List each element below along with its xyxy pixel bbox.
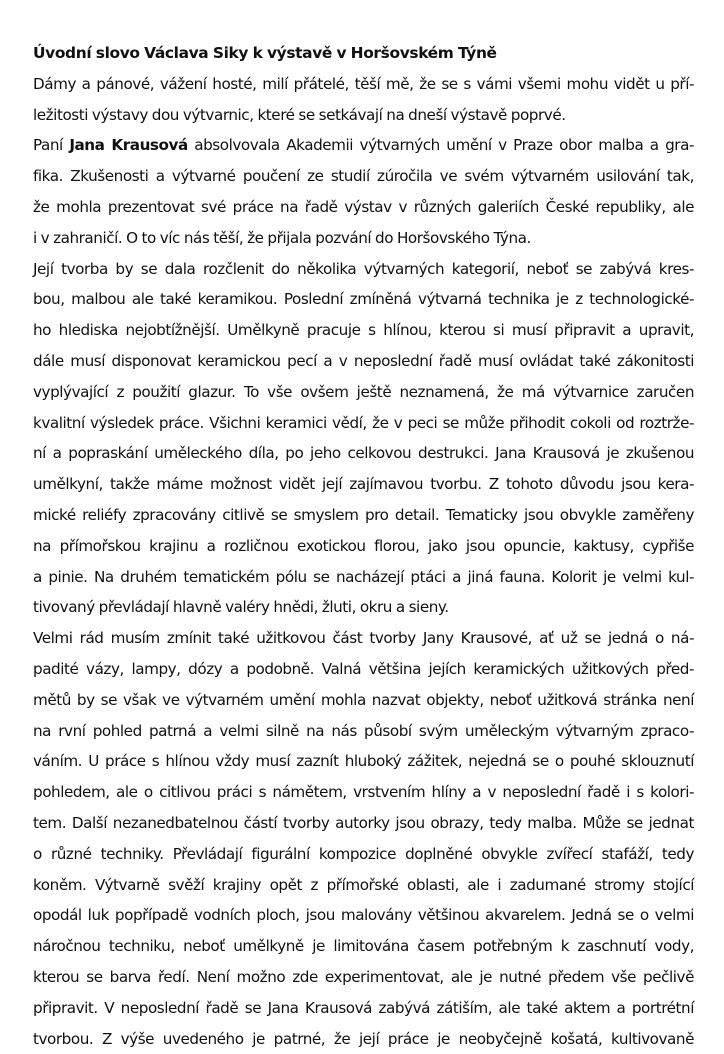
text-line: koněm. Výtvarně svěží krajiny opět z přímořské oblasti, ale i zadumané stromy stojící [33, 870, 694, 901]
artist-name: Jana Krausová [69, 136, 187, 154]
text-segment: absolvovala Akademii výtvarných umění v Praze obor malba a gra- [188, 136, 694, 154]
text-line: kvalitní výsledek práce. Všichni keramici vědí, že v peci se může přihodit cokoli od roztrže- [33, 408, 694, 439]
text-line [33, 130, 694, 161]
text-line: fika. Zkušenosti a výtvarné poučení ze studií zúročila ve svém výtvarném usilování tak, [33, 161, 694, 192]
text-line: že mohla prezentovat své práce na řadě výstav v různých galeriích České republiky, ale [33, 192, 694, 223]
text-line: mětů by se však ve výtvarném umění mohla nazvat objekty, neboť užitková stránka není [33, 685, 694, 716]
text-line: mické reliéfy zpracovány citlivě se smyslem pro detail. Tematicky jsou obvykle zaměřeny [33, 500, 694, 531]
text-line: připravit. V neposlední řadě se Jana Krausová zabývá zátiším, ale také aktem a portrétní [33, 993, 694, 1024]
text-line: Velmi rád musím zmínit také užitkovou část tvorby Jany Krausové, ať už se jedná o ná- [33, 623, 694, 654]
text-line: tvorbou. Z výše uvedeného je patrné, že její práce je neobyčejně košatá, kultivovaně [33, 1024, 694, 1054]
text-line: bou, malbou ale také keramikou. Poslední zmíněná výtvarná technika je z technologické- [33, 284, 694, 315]
document-title: Úvodní slovo Václava Siky k výstavě v Horšovském Týně [33, 38, 694, 69]
text-line: vyplývající z použití glazur. To vše ovšem ještě neznamená, že má výtvarnice zaručen [33, 377, 694, 408]
text-line: na přímořskou krajinu a rozličnou exotickou florou, jako jsou opuncie, kaktusy, cypřiše [33, 531, 694, 562]
text-line: váním. U práce s hlínou vždy musí zaznít hluboký zážitek, nejedná se o pouhé sklouznutí [33, 746, 694, 777]
text-line: i v zahraničí. O to víc nás těší, že přijala pozvání do Horšovského Týna. [33, 223, 694, 254]
text-line: tivovaný převládají hlavně valéry hnědi, žluti, okru a sieny. [33, 592, 694, 623]
text-line: padité vázy, lampy, dózy a podobně. Valná většina jejích keramických užitkových před- [33, 654, 694, 685]
text-line: dále musí disponovat keramickou pecí a v neposlední řadě musí ovládat také zákonitosti [33, 346, 694, 377]
text-line: kterou se barva ředí. Není možno zde experimentovat, ale je nutné předem vše pečlivě [33, 962, 694, 993]
text-line: náročnou techniku, neboť umělkyně je limitována časem potřebným k zaschnutí vody, [33, 931, 694, 962]
text-line: tem. Další nezanedbatelnou částí tvorby autorky jsou obrazy, tedy malba. Může se jednat [33, 808, 694, 839]
text-segment: Paní [33, 136, 69, 154]
text-line: ní a popraskání uměleckého díla, po jeho celkovou destrukci. Jana Krausová je zkušenou [33, 438, 694, 469]
text-line: ležitosti výstavy dou výtvarnic, které se setkávají na dneší výstavě poprvé. [33, 100, 694, 131]
text-line: pohledem, ale o citlivou práci s námětem, vrstvením hlíny a v neposlední řadě i s kolori- [33, 777, 694, 808]
text-line: o různé techniky. Převládají figurální kompozice doplněné obvykle zvířecí stafáží, tedy [33, 839, 694, 870]
text-line: umělkyní, takže máme možnost vidět její zajímavou tvorbu. Z tohoto důvodu jsou kera- [33, 469, 694, 500]
text-line: Dámy a pánové, vážení hosté, milí přátelé, těší mě, že se s vámi všemi mohu vidět u pří- [33, 69, 694, 100]
text-line: Její tvorba by se dala rozčlenit do několika výtvarných kategorií, neboť se zabývá kres- [33, 254, 694, 285]
text-line: ho hlediska nejobtížnější. Umělkyně pracuje s hlínou, kterou si musí připravit a upravit, [33, 315, 694, 346]
document-body [33, 69, 694, 1054]
text-line: opodál luk popřípadě vodních ploch, jsou malovány většinou akvarelem. Jedná se o velmi [33, 900, 694, 931]
text-line: a pinie. Na druhém tematickém pólu se nacházejí ptáci a jiná fauna. Kolorit je velmi kul- [33, 562, 694, 593]
text-line: na rvní pohled patrná a velmi silně na nás působí svým uměleckým výtvarným zpraco- [33, 716, 694, 747]
document-page [33, 38, 694, 1054]
